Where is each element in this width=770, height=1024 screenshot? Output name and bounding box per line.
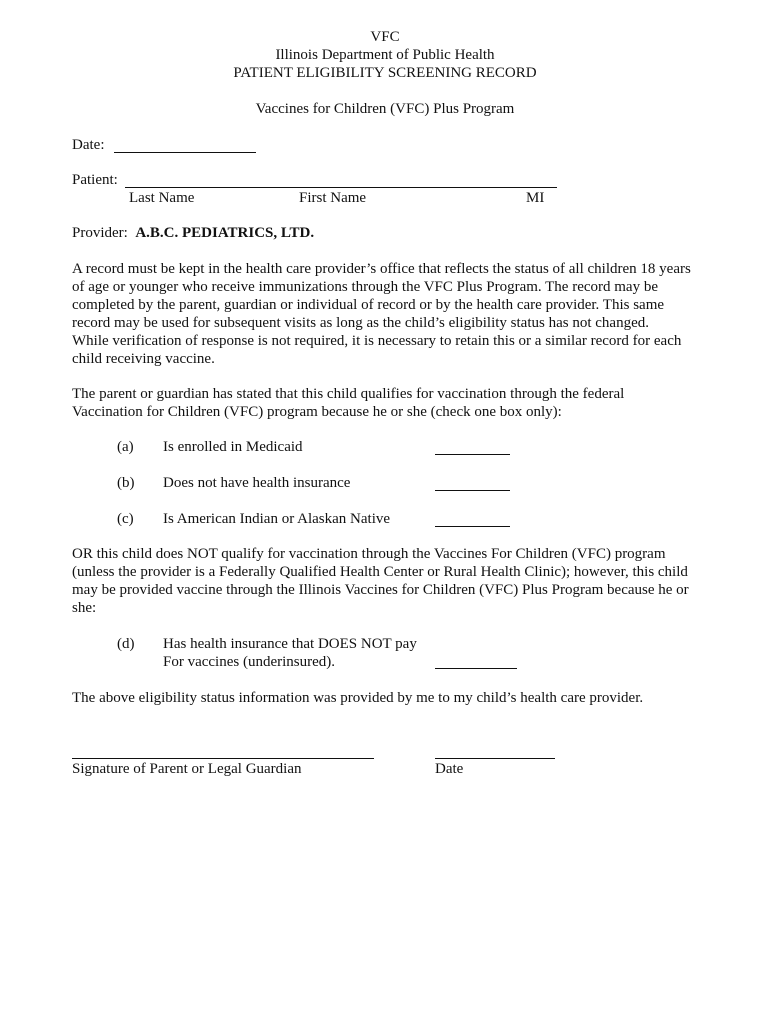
option-text: Has health insurance that DOES NOT pay	[163, 636, 417, 652]
qualify-paragraph	[72, 385, 712, 421]
paragraph-line: (unless the provider is a Federally Qualified Health Center or Rural Health Clinic); however, this child	[72, 564, 688, 580]
header-form-title: PATIENT ELIGIBILITY SCREENING RECORD	[233, 65, 537, 81]
option-b-checkbox[interactable]	[435, 490, 510, 491]
mi-label: MI	[526, 190, 545, 206]
option-letter: (d)	[117, 636, 135, 652]
option-a-checkbox[interactable]	[435, 454, 510, 455]
paragraph-line: may be provided vaccine through the Illinois Vaccines for Children (VFC) Plus Program because he or	[72, 582, 689, 598]
patient-name-field[interactable]	[125, 187, 557, 188]
option-letter: (b)	[117, 475, 135, 491]
paragraph-line: record may be used for subsequent visits as long as the child’s eligibility status has not changed.	[72, 315, 649, 331]
date-label: Date:	[72, 137, 105, 153]
option-d-checkbox[interactable]	[435, 668, 517, 669]
paragraph-line: she:	[72, 600, 97, 616]
date-field[interactable]	[114, 152, 256, 153]
paragraph-line: OR this child does NOT qualify for vaccination through the Vaccines For Children (VFC) program	[72, 546, 666, 562]
first-name-label: First Name	[299, 190, 367, 206]
signature-label: Signature of Parent or Legal Guardian	[72, 761, 302, 777]
paragraph-line: child receiving vaccine.	[72, 351, 215, 367]
paragraph-line: The parent or guardian has stated that this child qualifies for vaccination through the federal	[72, 386, 625, 402]
paragraph-line: Vaccination for Children (VFC) program because he or she (check one box only):	[72, 404, 562, 420]
signature-date-label: Date	[435, 761, 464, 777]
signature-date-field[interactable]	[435, 758, 555, 759]
option-letter: (c)	[117, 511, 134, 527]
not-qualify-paragraph	[72, 545, 712, 617]
provider-value: A.B.C. PEDIATRICS, LTD.	[135, 225, 315, 241]
signature-field[interactable]	[72, 758, 374, 759]
header-vfc: VFC	[370, 29, 400, 45]
paragraph-line: A record must be kept in the health care provider’s office that reflects the status of all children 18 years	[72, 261, 691, 277]
paragraph-line: While verification of response is not required, it is necessary to retain this or a similar record for each	[72, 333, 682, 349]
paragraph-line: completed by the parent, guardian or individual of record or by the health care provider. This same	[72, 297, 665, 313]
patient-label: Patient:	[72, 172, 118, 188]
option-letter: (a)	[117, 439, 134, 455]
intro-paragraph	[72, 260, 712, 368]
provider-line	[72, 224, 314, 242]
header-department: Illinois Department of Public Health	[275, 47, 495, 63]
paragraph-line: of age or younger who receive immunizations through the VFC Plus Program. The record may be	[72, 279, 658, 295]
provider-label: Provider:	[72, 225, 128, 241]
option-text: Does not have health insurance	[163, 475, 351, 491]
option-text: Is enrolled in Medicaid	[163, 439, 303, 455]
option-c-checkbox[interactable]	[435, 526, 510, 527]
header-program: Vaccines for Children (VFC) Plus Program	[255, 101, 515, 117]
last-name-label: Last Name	[129, 190, 195, 206]
option-text: For vaccines (underinsured).	[163, 654, 336, 670]
option-text: Is American Indian or Alaskan Native	[163, 511, 391, 527]
statement-text: The above eligibility status information was provided by me to my child’s health care provider.	[72, 690, 644, 706]
